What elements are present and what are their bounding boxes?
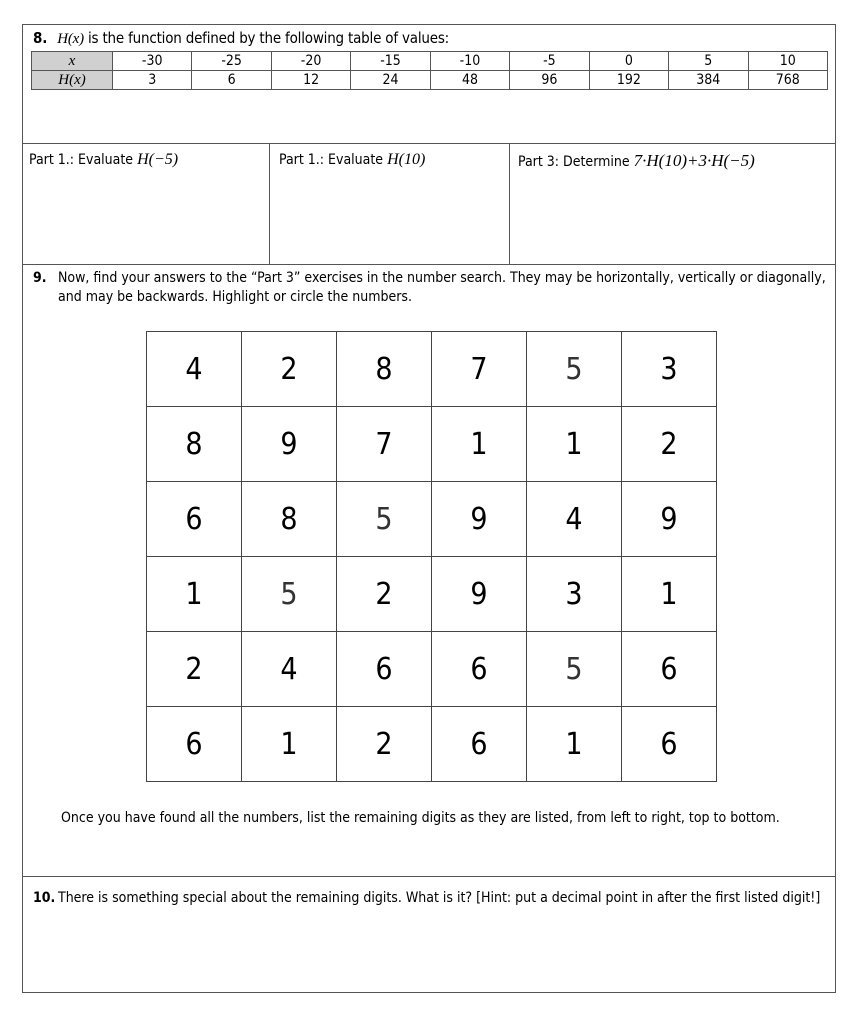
divider	[269, 143, 270, 264]
x-value: -20	[271, 52, 350, 71]
part-2-box[interactable]	[279, 151, 425, 169]
part-1-box[interactable]	[29, 151, 178, 169]
grid-cell[interactable]: 5	[527, 332, 622, 407]
grid-cell[interactable]: 1	[432, 407, 527, 482]
grid-cell[interactable]: 6	[337, 632, 432, 707]
part-3-expression: 7·H(10)+3·H(−5)	[633, 151, 755, 170]
h-value: 48	[430, 71, 509, 90]
part-3-box[interactable]	[518, 151, 755, 171]
x-value: 5	[669, 52, 748, 71]
grid-cell[interactable]: 1	[242, 707, 337, 782]
grid-cell[interactable]: 7	[432, 332, 527, 407]
grid-cell[interactable]: 1	[527, 707, 622, 782]
grid-row	[147, 632, 717, 707]
grid-cell[interactable]: 6	[622, 707, 717, 782]
grid-cell[interactable]: 5	[242, 557, 337, 632]
grid-cell[interactable]: 5	[527, 632, 622, 707]
problem-10-instruction	[33, 889, 848, 908]
x-value: -25	[192, 52, 271, 71]
grid-cell[interactable]: 8	[147, 407, 242, 482]
grid-cell[interactable]: 9	[622, 482, 717, 557]
problem-8-text: is the function defined by the following table of values:	[88, 29, 450, 47]
function-name: H(x)	[57, 31, 84, 47]
grid-cell[interactable]: 8	[337, 332, 432, 407]
part-1-label: Part 1.: Evaluate	[29, 152, 134, 168]
x-row	[32, 52, 828, 71]
grid-cell[interactable]: 2	[622, 407, 717, 482]
grid-cell[interactable]: 1	[147, 557, 242, 632]
grid-cell[interactable]: 9	[242, 407, 337, 482]
grid-cell[interactable]: 4	[147, 332, 242, 407]
x-value: -10	[430, 52, 509, 71]
grid-cell[interactable]: 2	[337, 707, 432, 782]
x-value: 0	[589, 52, 668, 71]
h-value: 192	[589, 71, 668, 90]
grid-row	[147, 707, 717, 782]
grid-cell[interactable]: 2	[337, 557, 432, 632]
divider	[23, 876, 835, 877]
grid-cell[interactable]: 1	[527, 407, 622, 482]
h-value: 96	[510, 71, 589, 90]
x-value: 10	[748, 52, 828, 71]
h-value: 6	[192, 71, 271, 90]
grid-cell[interactable]: 2	[242, 332, 337, 407]
problem-9-text: Now, find your answers to the “Part 3” exercises in the number search. They may be horizontally, vertically or diagonally, and may be backwards. Highlight or circle the numbers.	[58, 270, 826, 305]
grid-cell[interactable]: 6	[622, 632, 717, 707]
problem-10-number: 10.	[33, 890, 56, 906]
h-value: 12	[271, 71, 350, 90]
grid-cell[interactable]: 9	[432, 557, 527, 632]
problem-9-instruction	[33, 269, 848, 307]
part-1-expression: H(−5)	[137, 151, 179, 168]
grid-cell[interactable]: 6	[432, 632, 527, 707]
problem-10-text: There is something special about the remaining digits. What is it? [Hint: put a decimal point in after the first listed digit!]	[58, 890, 821, 906]
grid-cell[interactable]: 2	[147, 632, 242, 707]
x-value: -30	[113, 52, 192, 71]
grid-cell[interactable]: 1	[622, 557, 717, 632]
part-2-expression: H(10)	[387, 151, 426, 168]
function-value-table	[31, 51, 828, 90]
h-row	[32, 71, 828, 90]
grid-cell[interactable]: 6	[147, 707, 242, 782]
divider	[23, 264, 835, 265]
problem-9-followup: Once you have found all the numbers, list the remaining digits as they are listed, from left to right, top to bottom.	[61, 810, 780, 826]
grid-cell[interactable]: 8	[242, 482, 337, 557]
worksheet-frame	[22, 24, 836, 993]
divider	[23, 143, 835, 144]
problem-9-number: 9.	[33, 270, 47, 286]
divider	[509, 143, 510, 264]
grid-row	[147, 482, 717, 557]
grid-cell[interactable]: 6	[432, 707, 527, 782]
grid-row	[147, 407, 717, 482]
problem-8-header	[33, 29, 449, 48]
x-label: x	[32, 52, 113, 71]
h-label: H(x)	[32, 71, 113, 90]
grid-cell[interactable]: 4	[527, 482, 622, 557]
h-value: 24	[351, 71, 430, 90]
number-search-grid	[146, 331, 717, 782]
x-value: -5	[510, 52, 589, 71]
grid-cell[interactable]: 3	[527, 557, 622, 632]
grid-cell[interactable]: 3	[622, 332, 717, 407]
grid-cell[interactable]: 5	[337, 482, 432, 557]
problem-8-number: 8.	[33, 29, 48, 47]
part-3-label: Part 3: Determine	[518, 154, 630, 170]
h-value: 768	[748, 71, 828, 90]
grid-cell[interactable]: 7	[337, 407, 432, 482]
grid-row	[147, 332, 717, 407]
h-value: 384	[669, 71, 748, 90]
grid-cell[interactable]: 6	[147, 482, 242, 557]
part-2-label: Part 1.: Evaluate	[279, 152, 384, 168]
grid-cell[interactable]: 9	[432, 482, 527, 557]
grid-cell[interactable]: 4	[242, 632, 337, 707]
x-value: -15	[351, 52, 430, 71]
grid-row	[147, 557, 717, 632]
h-value: 3	[113, 71, 192, 90]
